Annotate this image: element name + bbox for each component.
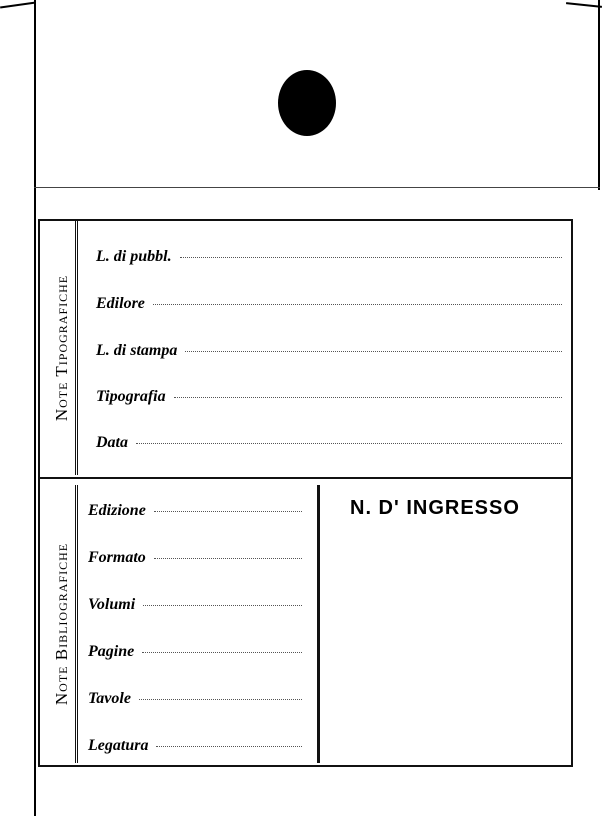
field-label: Tipografia <box>96 388 166 405</box>
field-luogo-stampa <box>96 342 562 360</box>
punch-hole <box>278 70 336 136</box>
fill-line[interactable] <box>185 351 562 352</box>
tag-top-corner-right <box>566 2 602 8</box>
fill-line[interactable] <box>156 746 302 747</box>
field-pagine <box>88 643 302 661</box>
fill-line[interactable] <box>153 304 562 305</box>
tag-left-edge <box>34 0 36 816</box>
bibliografiche-title: Note Bibliografiche <box>52 542 72 706</box>
field-label: Pagine <box>88 643 135 660</box>
field-legatura <box>88 737 302 755</box>
tag-top-corner-left <box>0 2 36 9</box>
field-volumi <box>88 596 302 614</box>
field-label: L. di pubbl. <box>96 248 172 265</box>
field-label: Data <box>96 434 128 451</box>
fill-line[interactable] <box>180 257 562 258</box>
field-label: Tavole <box>88 690 131 707</box>
field-label: Edilore <box>96 295 145 312</box>
catalog-card <box>38 219 573 767</box>
field-tipografia <box>96 388 562 406</box>
fold-line <box>34 187 600 188</box>
field-label: L. di stampa <box>96 342 178 359</box>
field-editore <box>96 295 562 313</box>
field-luogo-pubblicazione <box>96 248 562 266</box>
fill-line[interactable] <box>154 511 302 512</box>
tag-right-edge <box>598 0 600 190</box>
field-label: Legatura <box>88 737 149 754</box>
fill-line[interactable] <box>142 652 302 653</box>
section-divider <box>40 477 571 479</box>
fill-line[interactable] <box>154 558 302 559</box>
field-label: Volumi <box>88 596 136 613</box>
field-tavole <box>88 690 302 708</box>
tipografiche-title-column <box>44 221 80 475</box>
field-label: Edizione <box>88 502 146 519</box>
field-data <box>96 434 562 452</box>
bibliografiche-title-column <box>44 485 80 763</box>
field-label: Formato <box>88 549 146 566</box>
fill-line[interactable] <box>136 443 562 444</box>
fill-line[interactable] <box>143 605 302 606</box>
column-divider <box>317 485 320 763</box>
fill-line[interactable] <box>139 699 302 700</box>
fill-line[interactable] <box>174 397 562 398</box>
ingresso-number-label: N. D' INGRESSO <box>350 497 520 519</box>
tipografiche-title: Note Tipografiche <box>52 274 71 422</box>
field-formato <box>88 549 302 567</box>
field-edizione <box>88 502 302 520</box>
